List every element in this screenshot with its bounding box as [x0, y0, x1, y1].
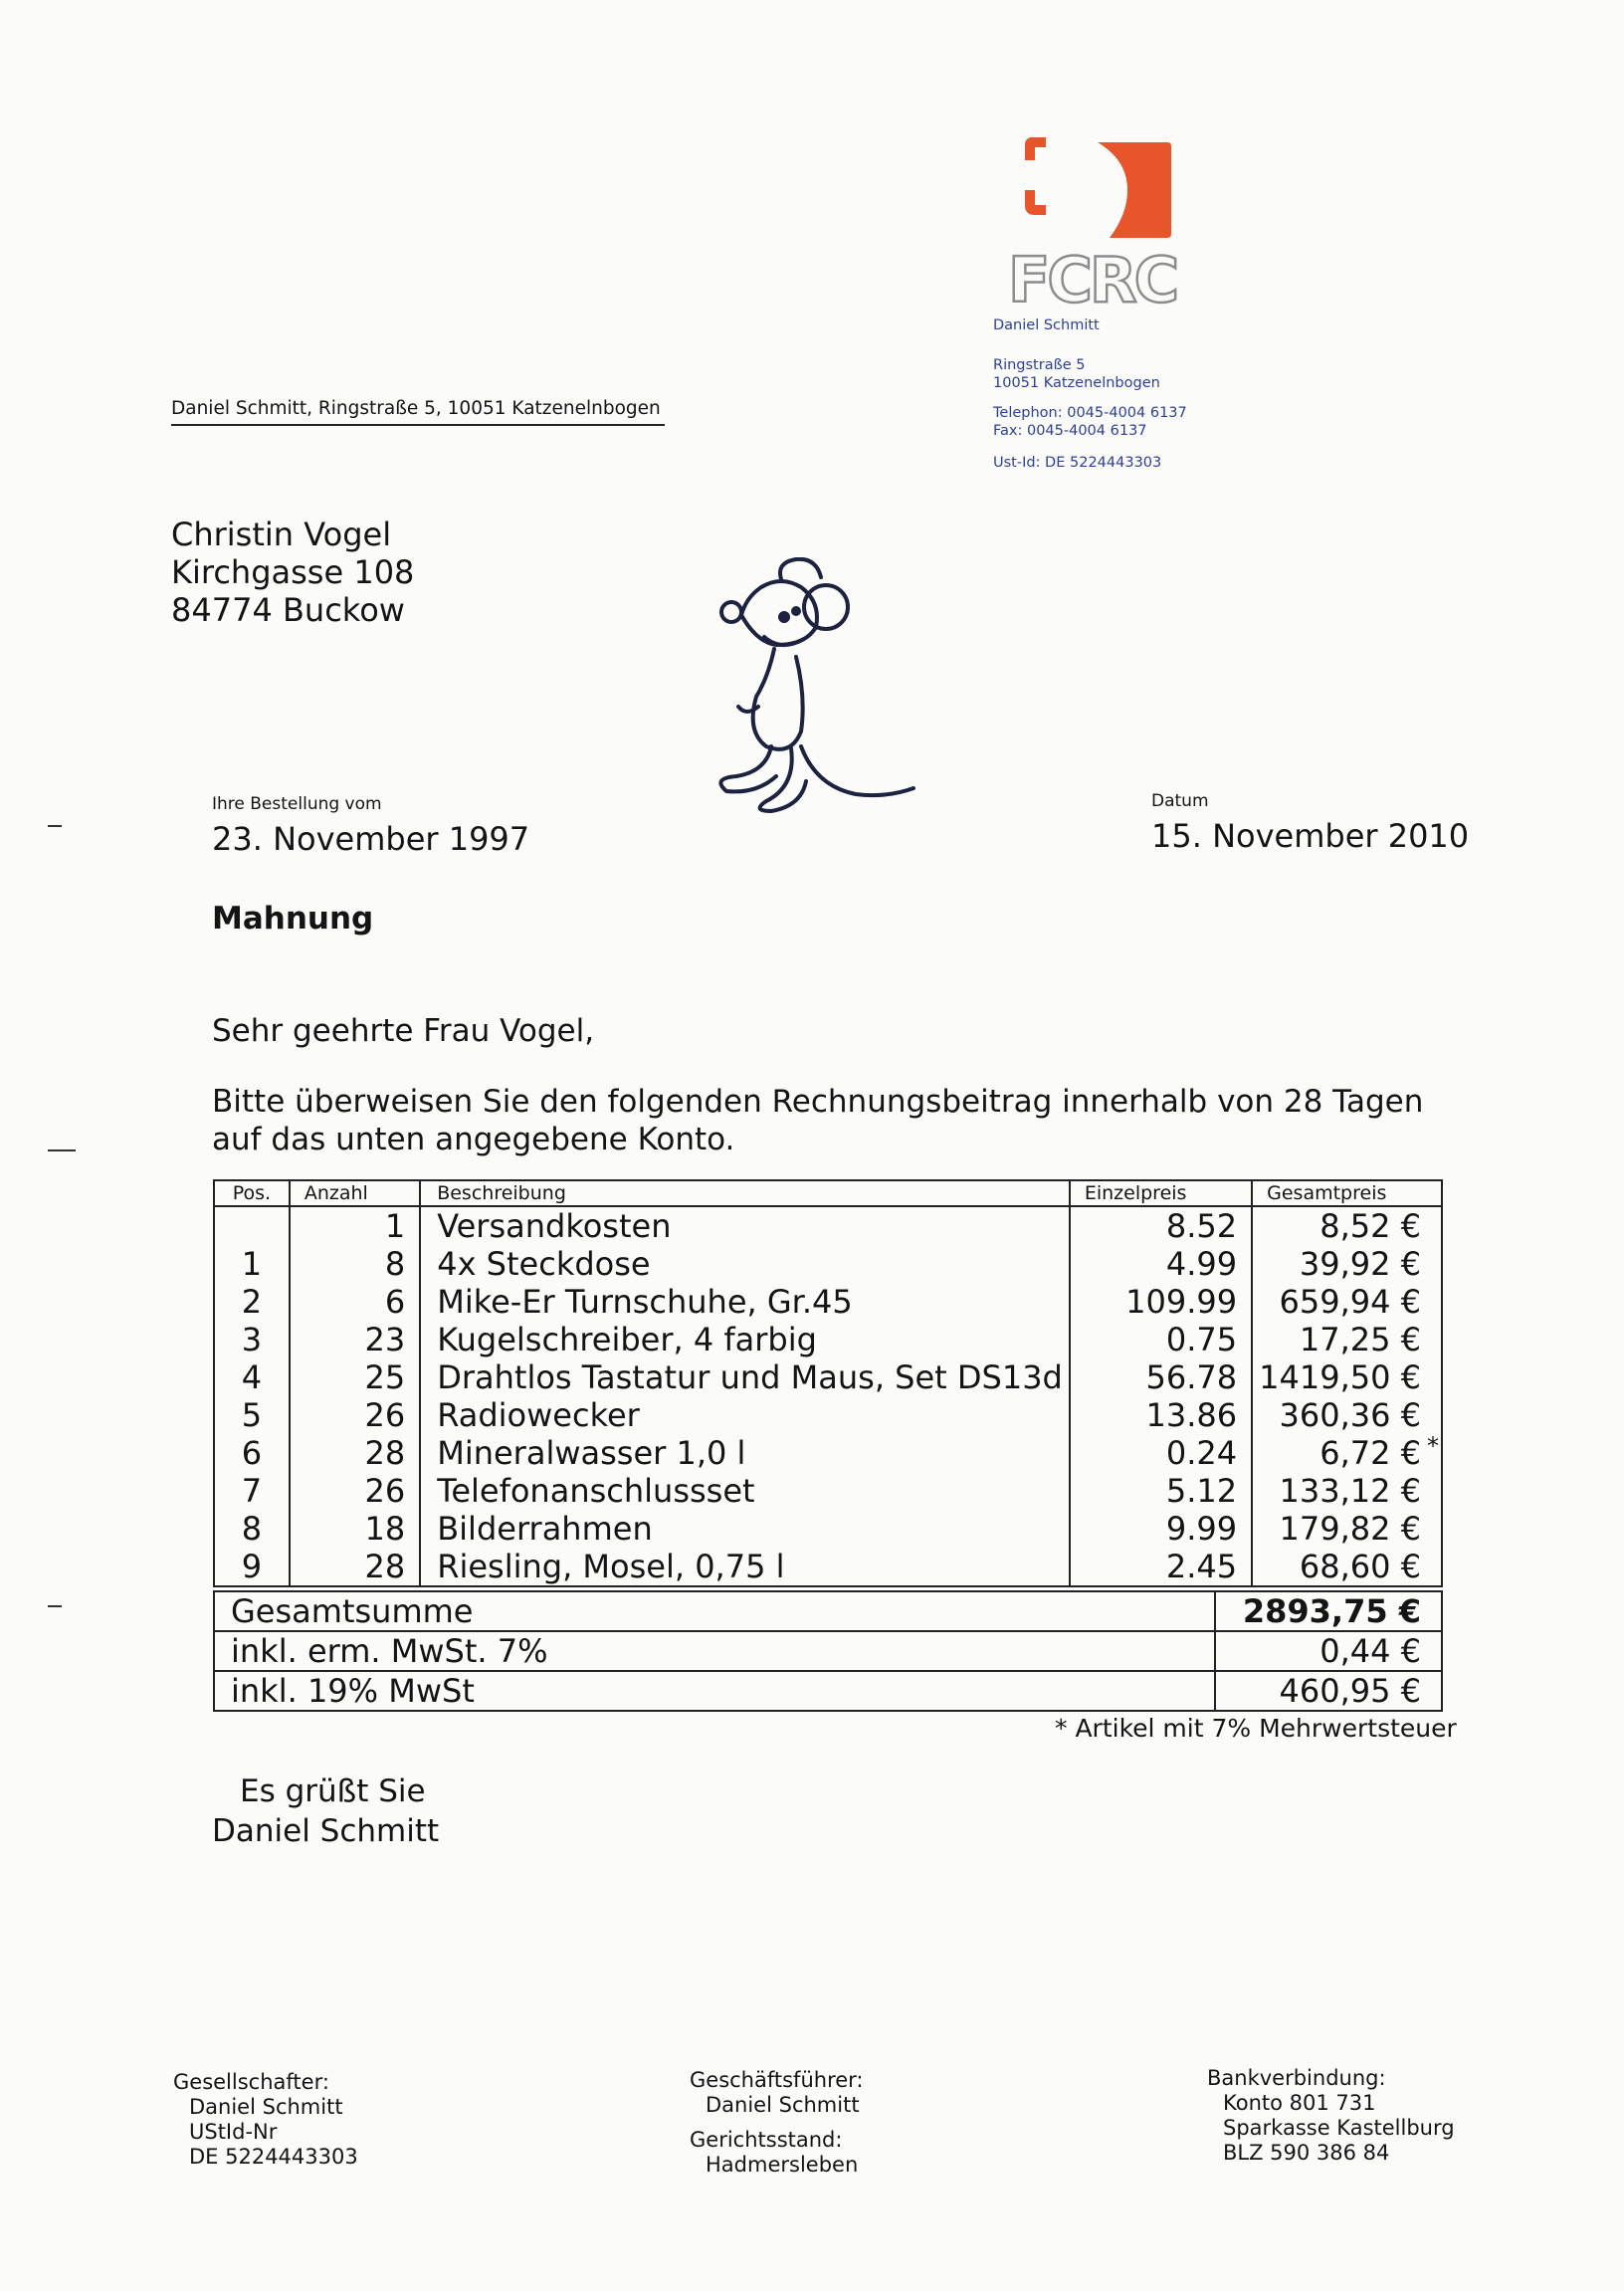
cell-total-price — [1252, 1510, 1442, 1548]
cell-pos: 1 — [214, 1245, 290, 1283]
vat-star: * — [1427, 1432, 1439, 1460]
cell-total-price — [1252, 1472, 1442, 1510]
cell-unit-price: 4.99 — [1070, 1245, 1252, 1283]
cell-total-price — [1252, 1434, 1442, 1472]
table-row — [214, 1548, 1442, 1586]
header-pos: Pos. — [214, 1180, 290, 1206]
cell-unit-price: 0.75 — [1070, 1321, 1252, 1358]
letterhead-city: 10051 Katzenelnbogen — [993, 375, 1160, 391]
header-desc: Beschreibung — [420, 1180, 1070, 1206]
header-unit-price: Einzelpreis — [1070, 1180, 1252, 1206]
vat7-value: 0,44 € — [1215, 1631, 1442, 1671]
grand-total-row — [214, 1591, 1442, 1631]
header-total-price: Gesamtpreis — [1252, 1180, 1442, 1206]
cell-desc: Drahtlos Tastatur und Maus, Set DS13d — [420, 1358, 1070, 1396]
cell-total-price — [1252, 1321, 1442, 1358]
letterhead-ustid: Ust-Id: DE 5224443303 — [993, 455, 1162, 471]
table-row — [214, 1283, 1442, 1321]
cell-desc: Riesling, Mosel, 0,75 l — [420, 1548, 1070, 1586]
header-qty: Anzahl — [290, 1180, 420, 1206]
cell-qty: 18 — [290, 1510, 420, 1548]
body-text — [212, 1083, 1466, 1158]
cell-unit-price: 9.99 — [1070, 1510, 1252, 1548]
recipient-street: Kirchgasse 108 — [171, 553, 415, 591]
letterhead-fax: Fax: 0045-4004 6137 — [993, 423, 1147, 439]
total-value: 1419,50 € — [1259, 1358, 1421, 1396]
grand-total-label: Gesamtsumme — [214, 1591, 1215, 1631]
recipient-address — [171, 516, 414, 629]
footer-court-value: Hadmersleben — [706, 2153, 859, 2177]
letter-title: Mahnung — [212, 901, 374, 937]
footer-management — [690, 2068, 864, 2178]
cell-pos: 2 — [214, 1283, 290, 1321]
footer-court-label: Gerichtsstand: — [690, 2128, 843, 2152]
footer-bank-name: Sparkasse Kastellburg — [1223, 2116, 1455, 2140]
footer-bank — [1207, 2066, 1455, 2166]
table-header-row — [214, 1180, 1442, 1206]
total-value: 133,12 € — [1279, 1472, 1421, 1510]
cell-qty: 25 — [290, 1358, 420, 1396]
invoice-items-table — [213, 1179, 1443, 1587]
body-line-1: Bitte überweisen Sie den folgenden Rechnungsbeitrag innerhalb von 28 Tagen — [212, 1084, 1424, 1120]
vat-footnote: * Artikel mit 7% Mehrwertsteuer — [1055, 1714, 1457, 1743]
order-date-label: Ihre Bestellung vom — [212, 794, 382, 814]
table-row — [214, 1396, 1442, 1434]
sender-return-address: Daniel Schmitt, Ringstraße 5, 10051 Katzenelnbogen — [171, 398, 665, 426]
totals-table — [213, 1590, 1443, 1712]
total-value: 8,52 € — [1320, 1207, 1421, 1245]
cell-pos: 9 — [214, 1548, 290, 1586]
cell-desc: Mineralwasser 1,0 l — [420, 1434, 1070, 1472]
cell-total-price — [1252, 1548, 1442, 1586]
total-value: 179,82 € — [1279, 1510, 1421, 1548]
cell-qty: 23 — [290, 1321, 420, 1358]
cell-unit-price: 0.24 — [1070, 1434, 1252, 1472]
letter-date-label: Datum — [1151, 791, 1209, 811]
cell-desc: Mike-Er Turnschuhe, Gr.45 — [420, 1283, 1070, 1321]
total-value: 360,36 € — [1279, 1396, 1421, 1434]
cell-total-price — [1252, 1358, 1442, 1396]
footer-bank-label: Bankverbindung: — [1207, 2066, 1386, 2090]
table-row — [214, 1206, 1442, 1245]
cell-qty: 6 — [290, 1283, 420, 1321]
total-value: 39,92 € — [1299, 1245, 1421, 1283]
recipient-city: 84774 Buckow — [171, 591, 405, 629]
cell-pos: 4 — [214, 1358, 290, 1396]
closing-name: Daniel Schmitt — [212, 1813, 440, 1849]
footer-bank-blz: BLZ 590 386 84 — [1223, 2141, 1390, 2165]
cell-unit-price: 2.45 — [1070, 1548, 1252, 1586]
fold-mark — [48, 1605, 62, 1607]
fold-mark — [48, 825, 62, 827]
cell-pos: 5 — [214, 1396, 290, 1434]
cell-qty: 8 — [290, 1245, 420, 1283]
order-date-value: 23. November 1997 — [212, 820, 530, 858]
vat7-row — [214, 1631, 1442, 1671]
cell-pos — [214, 1206, 290, 1245]
cell-desc: Telefonanschlussset — [420, 1472, 1070, 1510]
cell-unit-price: 109.99 — [1070, 1283, 1252, 1321]
table-row — [214, 1245, 1442, 1283]
cell-qty: 26 — [290, 1472, 420, 1510]
table-row — [214, 1472, 1442, 1510]
cell-desc: Radiowecker — [420, 1396, 1070, 1434]
cell-unit-price: 5.12 — [1070, 1472, 1252, 1510]
cell-qty: 28 — [290, 1434, 420, 1472]
cell-total-price — [1252, 1396, 1442, 1434]
total-value: 6,72 € — [1320, 1434, 1421, 1472]
vat19-label: inkl. 19% MwSt — [231, 1672, 475, 1710]
closing — [212, 1771, 439, 1851]
grand-total-value: 2893,75 € — [1215, 1591, 1442, 1631]
total-value: 659,94 € — [1279, 1283, 1421, 1321]
recipient-name: Christin Vogel — [171, 516, 392, 553]
table-row — [214, 1358, 1442, 1396]
cell-unit-price: 56.78 — [1070, 1358, 1252, 1396]
letterhead-telephone: Telephon: 0045-4004 6137 — [993, 405, 1187, 421]
cell-total-price — [1252, 1206, 1442, 1245]
vat7-label: inkl. erm. MwSt. 7% — [214, 1631, 1215, 1671]
table-row — [214, 1321, 1442, 1358]
footer-manager-name: Daniel Schmitt — [706, 2093, 860, 2117]
cell-pos: 8 — [214, 1510, 290, 1548]
cell-unit-price: 13.86 — [1070, 1396, 1252, 1434]
total-value: 68,60 € — [1299, 1548, 1421, 1585]
cell-pos: 7 — [214, 1472, 290, 1510]
cell-desc: Versandkosten — [420, 1206, 1070, 1245]
cell-pos: 6 — [214, 1434, 290, 1472]
cell-pos: 3 — [214, 1321, 290, 1358]
cell-total-price — [1252, 1245, 1442, 1283]
vat19-row — [214, 1671, 1442, 1711]
company-logo — [1000, 134, 1199, 313]
body-line-2: auf das unten angegebene Konto. — [212, 1122, 735, 1157]
table-row — [214, 1434, 1442, 1472]
table-row — [214, 1510, 1442, 1548]
footer-partners-label: Gesellschafter: — [173, 2070, 329, 2094]
cell-qty: 1 — [290, 1206, 420, 1245]
cell-qty: 28 — [290, 1548, 420, 1586]
footer-partners — [173, 2070, 358, 2170]
cell-unit-price: 8.52 — [1070, 1206, 1252, 1245]
punch-mark — [48, 1149, 76, 1151]
vat19-value: 460,95 € — [1215, 1671, 1442, 1711]
logo-text: FCRC — [1008, 244, 1177, 313]
footer-bank-account: Konto 801 731 — [1223, 2091, 1376, 2115]
cell-qty: 26 — [290, 1396, 420, 1434]
cell-total-price — [1252, 1283, 1442, 1321]
footer-manager-label: Geschäftsführer: — [690, 2068, 864, 2092]
salutation: Sehr geehrte Frau Vogel, — [212, 1013, 595, 1049]
footer-ustid-label: UStId-Nr — [189, 2120, 278, 2144]
letterhead-info — [993, 316, 1187, 472]
letterhead-name: Daniel Schmitt — [993, 317, 1100, 333]
cell-desc: 4x Steckdose — [420, 1245, 1070, 1283]
closing-greeting: Es grüßt Sie — [240, 1773, 426, 1809]
letter-date-value: 15. November 2010 — [1151, 817, 1470, 855]
cell-desc: Bilderrahmen — [420, 1510, 1070, 1548]
cell-desc: Kugelschreiber, 4 farbig — [420, 1321, 1070, 1358]
letterhead-street: Ringstraße 5 — [993, 357, 1086, 373]
mouse-illustration — [697, 557, 925, 816]
footer-partners-name: Daniel Schmitt — [189, 2095, 343, 2119]
total-value: 17,25 € — [1299, 1321, 1421, 1358]
footer-ustid-value: DE 5224443303 — [189, 2145, 358, 2169]
